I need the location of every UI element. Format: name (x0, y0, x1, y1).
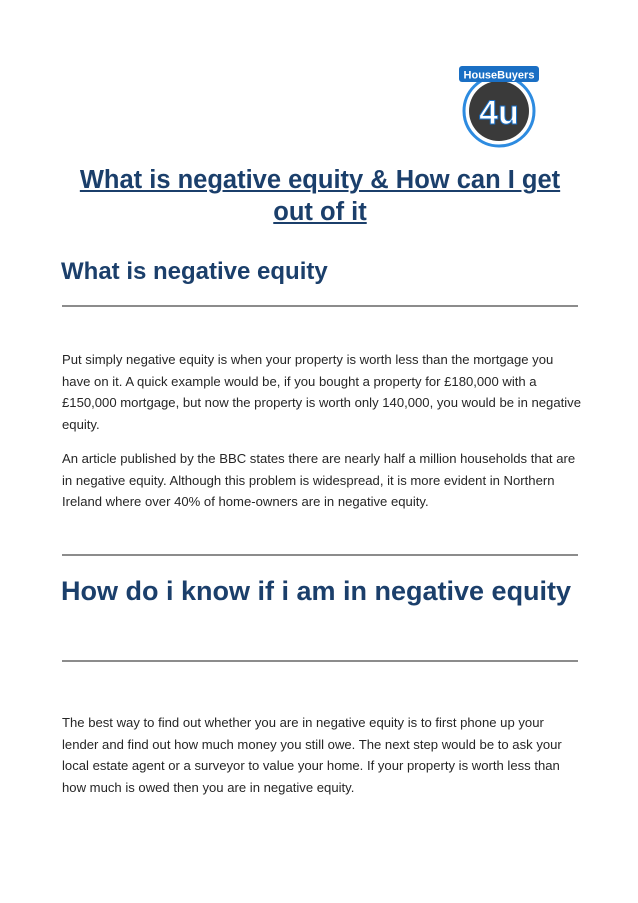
section-paragraph: Put simply negative equity is when your property is worth less than the mortgage you have on it. A quick example would be, if you bought a property for £180,000 with a £150,000 mortgage, but now the property is worth only 140,000, you would be in negative equity. (62, 352, 581, 432)
section-paragraph: An article published by the BBC states there are nearly half a million households that are in negative equity. Although this problem is widespread, it is more evident in Northern Ireland where over 40% of home-owners are in negative equity. (62, 451, 576, 509)
section-heading-what-is-negative-equity: What is negative equity (61, 258, 328, 285)
section-divider (62, 660, 578, 662)
housebuyers4u-logo (455, 62, 543, 148)
logo-graphic (455, 62, 543, 148)
section-divider (62, 554, 578, 556)
section-paragraph: The best way to find out whether you are in negative equity is to first phone up your lender and find out how much money you still owe. The next step would be to ask your local estate agent or a surveyor to value your home. If your property is worth less than how much is owed then you are in negative equity. (62, 715, 562, 795)
section-heading-how-do-i-know: How do i know if i am in negative equity (61, 576, 572, 606)
logo-brand-text: HouseBuyers (463, 69, 535, 82)
section-divider (62, 305, 578, 307)
logo-mark-text: 4u (479, 94, 519, 132)
document-title: What is negative equity & How can I get out of it (79, 166, 561, 226)
